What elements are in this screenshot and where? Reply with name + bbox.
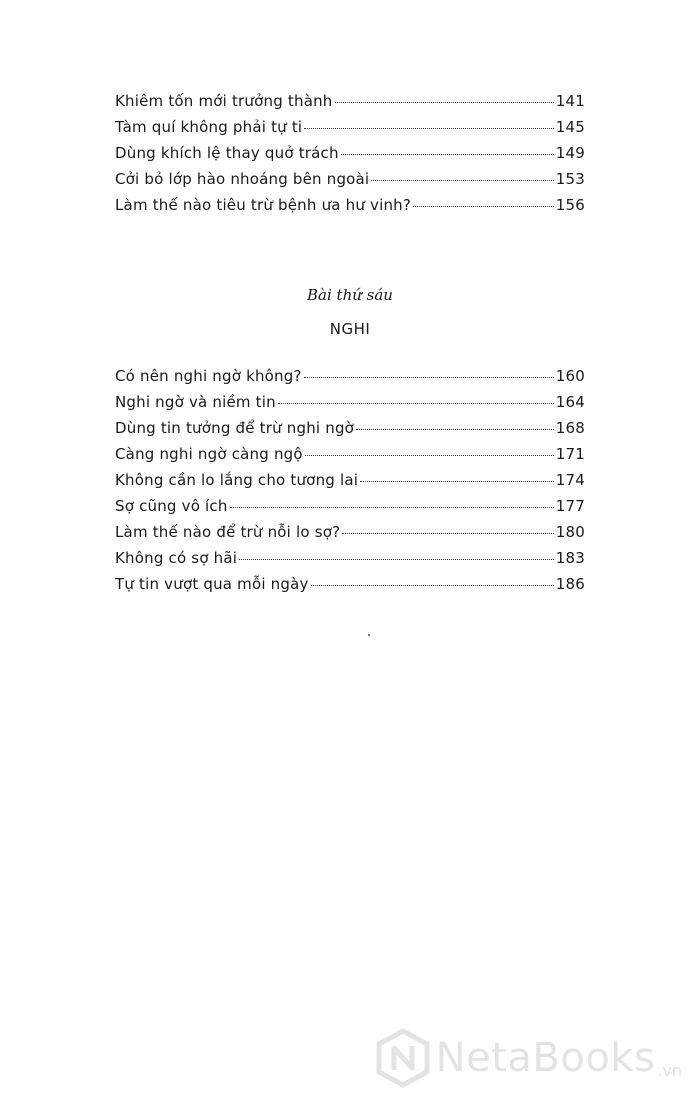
toc-list-part2 [115, 367, 585, 601]
section-label: Bài thứ sáu [307, 286, 393, 304]
dot-leader [342, 533, 553, 534]
toc-entry [115, 92, 585, 118]
toc-entry-page: 177 [555, 497, 585, 515]
toc-entry-title: Tàm quí không phải tự ti [115, 118, 303, 136]
toc-entry [115, 144, 585, 170]
toc-entry-page: 164 [555, 393, 585, 411]
toc-entry-page: 183 [555, 549, 585, 567]
toc-entry [115, 367, 585, 393]
toc-entry-page: 171 [555, 445, 585, 463]
toc-entry-page: 186 [555, 575, 585, 593]
toc-entry [115, 118, 585, 144]
toc-entry-title: Nghi ngờ và niềm tin [115, 393, 276, 411]
toc-entry-title: Cởi bỏ lớp hào nhoáng bên ngoài [115, 170, 370, 188]
print-speck [368, 634, 370, 636]
dot-leader [413, 206, 554, 207]
toc-entry [115, 170, 585, 196]
section-title: NGHI [329, 320, 371, 338]
watermark-tld: .vn [657, 1061, 682, 1080]
toc-entry-page: 149 [555, 144, 585, 162]
dot-leader [278, 403, 554, 404]
watermark [376, 1028, 682, 1088]
dot-leader [311, 585, 554, 586]
toc-entry-title: Sợ cũng vô ích [115, 497, 228, 515]
toc-entry [115, 523, 585, 549]
dot-leader [341, 154, 554, 155]
toc-entry-title: Càng nghi ngờ càng ngộ [115, 445, 303, 463]
toc-entry [115, 549, 585, 575]
toc-entry-page: 153 [555, 170, 585, 188]
toc-entry-page: 160 [555, 367, 585, 385]
toc-entry-title: Có nên nghi ngờ không? [115, 367, 302, 385]
watermark-brand: NetaBooks [435, 1035, 656, 1081]
toc-entry [115, 575, 585, 601]
toc-entry-title: Khiêm tốn mới trưởng thành [115, 92, 333, 110]
toc-list-part1 [115, 92, 585, 222]
dot-leader [335, 102, 554, 103]
toc-entry-title: Không có sợ hãi [115, 549, 238, 567]
toc-entry [115, 419, 585, 445]
toc-entry-title: Làm thế nào tiêu trừ bệnh ưa hư vinh? [115, 196, 412, 214]
dot-leader [239, 559, 554, 560]
dot-leader [305, 455, 554, 456]
toc-entry-page: 168 [555, 419, 585, 437]
toc-entry-page: 141 [555, 92, 585, 110]
toc-entry [115, 445, 585, 471]
dot-leader [304, 377, 554, 378]
toc-entry-page: 174 [555, 471, 585, 489]
toc-entry [115, 471, 585, 497]
toc-entry-title: Dùng tin tưởng để trừ nghi ngờ [115, 419, 355, 437]
toc-entry-page: 145 [555, 118, 585, 136]
dot-leader [356, 429, 554, 430]
toc-entry [115, 393, 585, 419]
toc-entry [115, 497, 585, 523]
toc-entry [115, 196, 585, 222]
toc-entry-page: 156 [555, 196, 585, 214]
dot-leader [371, 180, 553, 181]
toc-entry-title: Làm thế nào để trừ nỗi lo sợ? [115, 523, 341, 541]
toc-entry-page: 180 [555, 523, 585, 541]
toc-entry-title: Dùng khích lệ thay quở trách [115, 144, 339, 162]
dot-leader [360, 481, 554, 482]
dot-leader [304, 128, 553, 129]
toc-entry-title: Tự tin vượt qua mỗi ngày [115, 575, 309, 593]
netabooks-logo-icon [376, 1028, 430, 1088]
toc-entry-title: Không cần lo lắng cho tương lai [115, 471, 359, 489]
dot-leader [230, 507, 554, 508]
